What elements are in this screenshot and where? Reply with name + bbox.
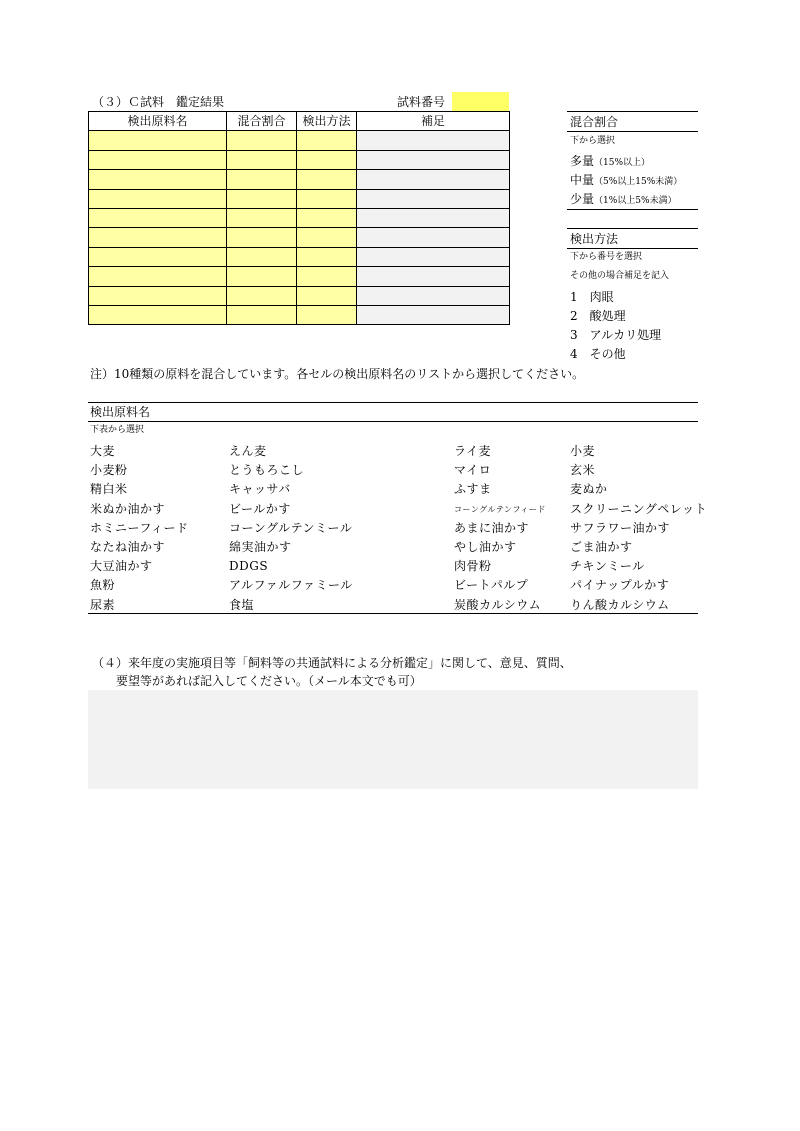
mix-ratio-cell[interactable]: [227, 247, 297, 266]
mix-ratio-option-note: （5%以上15%未満）: [594, 177, 683, 187]
table-row: [89, 170, 510, 189]
detect-method-title: 検出方法: [570, 232, 619, 246]
ingredient-item: 炭酸カルシウム: [454, 597, 542, 612]
ingredient-item: コーングルテンミール: [229, 520, 353, 535]
detect-method-option: 4 その他: [570, 347, 626, 361]
ingredient-name-cell[interactable]: [89, 150, 227, 169]
mix-ratio-title: 混合割合: [570, 115, 619, 129]
mix-ratio-option: [570, 155, 650, 168]
supplement-cell[interactable]: [357, 150, 510, 169]
supplement-cell[interactable]: [357, 305, 510, 324]
ingredients-title: 検出原料名: [90, 405, 151, 419]
mix-ratio-option-note: （1%以上5%未満）: [594, 196, 677, 206]
mix-ratio-cell[interactable]: [227, 208, 297, 227]
header-supplement: 補足: [357, 112, 510, 131]
ingredient-item: ふすま: [454, 482, 492, 497]
detect-method-cell[interactable]: [297, 208, 357, 227]
table-row: [89, 305, 510, 324]
ingredient-item: 食塩: [229, 597, 255, 612]
detect-method-cell[interactable]: [297, 131, 357, 150]
supplement-cell[interactable]: [357, 170, 510, 189]
ingredient-item: 尿素: [90, 597, 116, 612]
ingredient-item: 大豆油かす: [90, 559, 153, 574]
ingredient-item: ホミニーフィード: [90, 520, 189, 535]
supplement-cell[interactable]: [357, 286, 510, 305]
table-row: [89, 208, 510, 227]
detect-method-cell[interactable]: [297, 170, 357, 189]
ingredient-item: 麦ぬか: [570, 482, 608, 497]
mix-ratio-option-label: 多量: [570, 154, 595, 168]
supplement-cell[interactable]: [357, 228, 510, 247]
ingredient-name-cell[interactable]: [89, 267, 227, 286]
ingredient-name-cell[interactable]: [89, 247, 227, 266]
section4-line1: （４）来年度の実施項目等「飼料等の共通試料による分析鑑定」に関して、意見、質問、: [92, 656, 572, 670]
ingredient-item: 肉骨粉: [454, 559, 492, 574]
detect-method-cell[interactable]: [297, 189, 357, 208]
ingredient-item: あまに油かす: [454, 520, 530, 535]
detect-method-option: 1 肉眼: [570, 290, 614, 304]
ingredient-item: ライ麦: [454, 444, 492, 458]
ingredient-item: 大麦: [90, 444, 116, 458]
ingredient-item: ごま油かす: [570, 540, 633, 554]
ingredient-item: りん酸カルシウム: [570, 597, 670, 612]
ingredient-item: スクリーニングペレット: [570, 501, 708, 516]
ingredient-item: 小麦: [570, 444, 596, 458]
ingredient-item: チキンミール: [570, 559, 645, 574]
ingredient-item: サフラワー油かす: [570, 520, 671, 535]
mix-ratio-option-label: 少量: [570, 192, 595, 206]
detect-method-option: 3 アルカリ処理: [570, 328, 662, 342]
ingredient-item: DDGS: [229, 559, 269, 574]
detect-method-cell[interactable]: [297, 150, 357, 169]
table-row: [89, 286, 510, 305]
mix-ratio-cell[interactable]: [227, 305, 297, 324]
mix-ratio-hint: 下から選択: [570, 136, 616, 146]
detect-method-option: 2 酸処理: [570, 309, 626, 323]
mix-ratio-option-note: （15%以上）: [594, 158, 651, 168]
ingredient-name-cell[interactable]: [89, 131, 227, 150]
table-row: [89, 150, 510, 169]
mix-ratio-cell[interactable]: [227, 131, 297, 150]
sample-number-input[interactable]: [452, 92, 509, 111]
mix-ratio-cell[interactable]: [227, 267, 297, 286]
ingredient-name-cell[interactable]: [89, 305, 227, 324]
detect-method-cell[interactable]: [297, 286, 357, 305]
table-row: [89, 247, 510, 266]
ingredient-name-cell[interactable]: [89, 228, 227, 247]
ingredients-hint: 下表から選択: [90, 425, 145, 435]
mix-ratio-cell[interactable]: [227, 170, 297, 189]
detect-method-cell[interactable]: [297, 305, 357, 324]
comment-input-area[interactable]: [88, 690, 698, 789]
ingredient-item: 魚粉: [90, 578, 116, 593]
supplement-cell[interactable]: [357, 208, 510, 227]
ingredient-item: 玄米: [570, 463, 596, 478]
ingredient-item: やし油かす: [454, 540, 517, 554]
sample-number-label: 試料番号: [397, 95, 446, 109]
mix-ratio-cell[interactable]: [227, 150, 297, 169]
ingredient-item: ビールかす: [229, 501, 291, 516]
ingredient-item: 小麦粉: [90, 463, 128, 478]
ingredient-item: えん麦: [229, 444, 267, 458]
supplement-cell[interactable]: [357, 131, 510, 150]
ingredient-name-cell[interactable]: [89, 189, 227, 208]
ingredient-item: とうもろこし: [229, 463, 305, 478]
table-header-row: [89, 112, 510, 131]
ingredient-item: なたね油かす: [90, 540, 166, 554]
detect-method-cell[interactable]: [297, 228, 357, 247]
detect-method-hint: その他の場合補足を記入: [570, 271, 670, 281]
ingredient-name-cell[interactable]: [89, 170, 227, 189]
mix-ratio-cell[interactable]: [227, 286, 297, 305]
mix-ratio-cell[interactable]: [227, 228, 297, 247]
ingredient-item: 綿実油かす: [229, 540, 292, 554]
ingredient-item: アルファルファミール: [229, 578, 353, 593]
detect-method-cell[interactable]: [297, 247, 357, 266]
ingredient-item: 精白米: [90, 482, 128, 497]
section4-line2: 要望等があれば記入してください。（メール本文でも可）: [116, 674, 422, 688]
supplement-cell[interactable]: [357, 247, 510, 266]
supplement-cell[interactable]: [357, 189, 510, 208]
detect-method-hint: 下から番号を選択: [570, 252, 643, 262]
table-row: [89, 228, 510, 247]
ingredient-item: コーングルテンフィード: [454, 504, 546, 514]
ingredient-name-cell[interactable]: [89, 208, 227, 227]
note-text: 注）10種類の原料を混合しています。各セルの検出原料名のリストから選択してください。: [90, 367, 585, 381]
detect-method-cell[interactable]: [297, 267, 357, 286]
section3-heading: （３）Ｃ試料 鑑定結果: [92, 95, 225, 109]
mix-ratio-cell[interactable]: [227, 189, 297, 208]
table-row: [89, 267, 510, 286]
ingredient-item: マイロ: [454, 463, 492, 478]
mix-ratio-option: [570, 193, 677, 206]
header-mix-ratio: 混合割合: [227, 112, 297, 131]
header-ingredient-name: 検出原料名: [89, 112, 227, 131]
table-row: [89, 131, 510, 150]
table-row: [89, 189, 510, 208]
mix-ratio-option: [570, 174, 682, 187]
ingredient-name-cell[interactable]: [89, 286, 227, 305]
ingredient-item: ビートパルプ: [454, 578, 529, 593]
supplement-cell[interactable]: [357, 267, 510, 286]
header-detect-method: 検出方法: [297, 112, 357, 131]
result-table: [88, 111, 510, 325]
ingredient-item: 米ぬか油かす: [90, 501, 166, 516]
ingredient-item: キャッサバ: [229, 482, 291, 497]
mix-ratio-option-label: 中量: [570, 173, 595, 187]
ingredient-item: パイナップルかす: [570, 578, 670, 593]
